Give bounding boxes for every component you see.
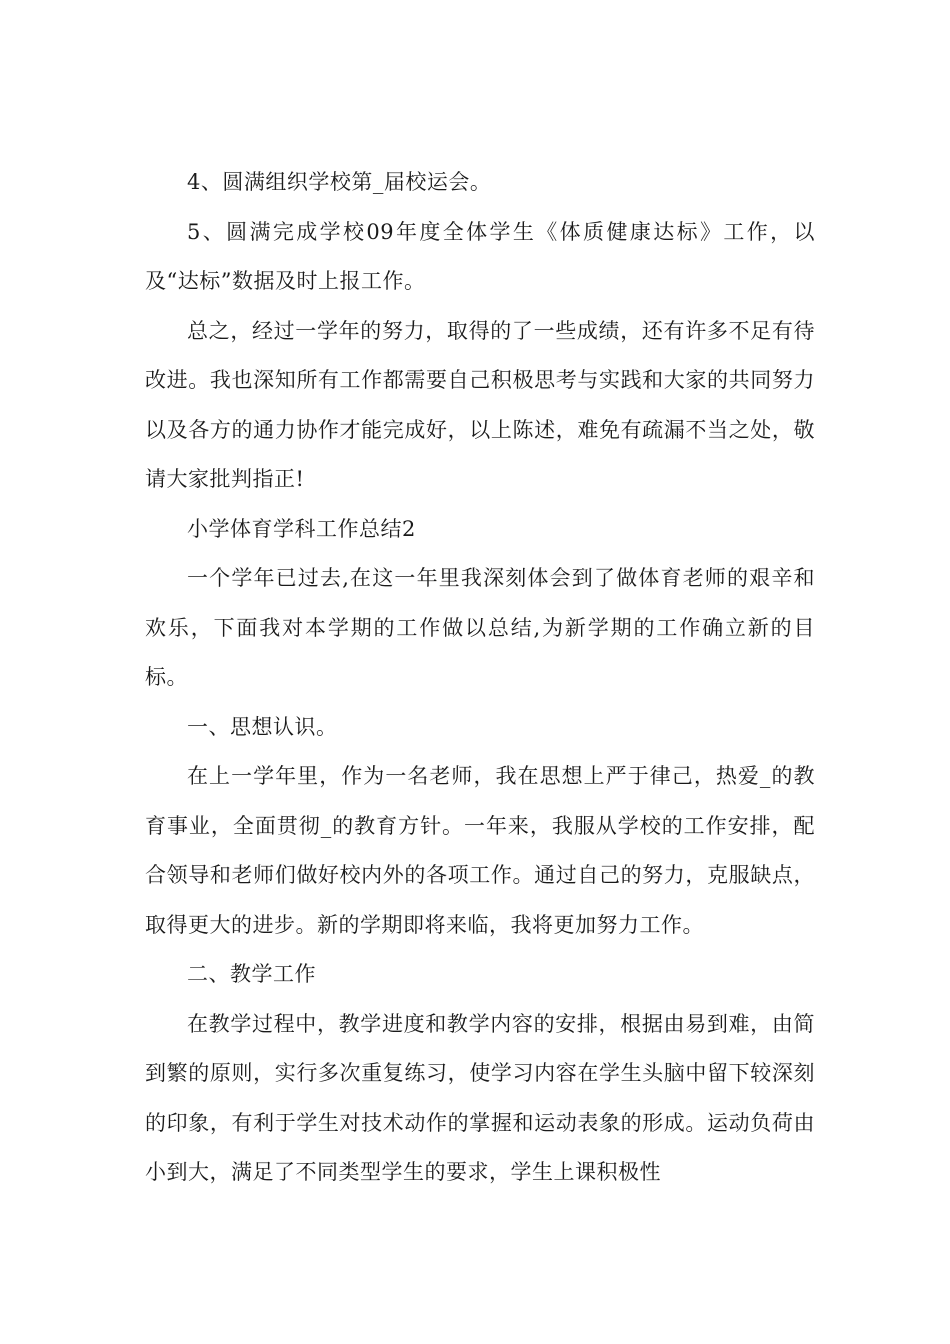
paragraph-thinking: 在上一学年里，作为一名老师，我在思想上严于律己，热爱_的教育事业，全面贯彻_的教育方针。一年来，我服从学校的工作安排，配合领导和老师们做好校内外的各项工作。通过自己的努力，克服缺点，取得更大的进步。新的学期即将来临，我将更加努力工作。	[145, 764, 815, 937]
heading-teaching: 二、教学工作	[187, 962, 316, 986]
section-title: 小学体育学科工作总结2	[187, 516, 416, 541]
document-body	[145, 158, 815, 1198]
paragraph-item-5: 5、圆满完成学校09年度全体学生《体质健康达标》工作，以及“达标”数据及时上报工作。	[145, 219, 815, 293]
paragraph-intro: 一个学年已过去,在这一年里我深刻体会到了做体育老师的艰辛和欢乐，下面我对本学期的工作做以总结,为新学期的工作确立新的目标。	[145, 566, 815, 689]
paragraph-item-4: 4、圆满组织学校第_届校运会。	[187, 170, 492, 194]
heading-thinking: 一、思想认识。	[187, 714, 338, 739]
paragraph-conclusion: 总之，经过一学年的努力，取得的了一些成绩，还有许多不足有待改进。我也深知所有工作都需要自己积极思考与实践和大家的共同努力以及各方的通力协作才能完成好，以上陈述，难免有疏漏不当之处，敬请大家批判指正!	[145, 318, 815, 491]
paragraph-teaching: 在教学过程中，教学进度和教学内容的安排，根据由易到难，由简到繁的原则，实行多次重复练习，使学习内容在学生头脑中留下较深刻的印象，有利于学生对技术动作的掌握和运动表象的形成。运动负荷由小到大，满足了不同类型学生的要求，学生上课积极性	[145, 1011, 815, 1184]
